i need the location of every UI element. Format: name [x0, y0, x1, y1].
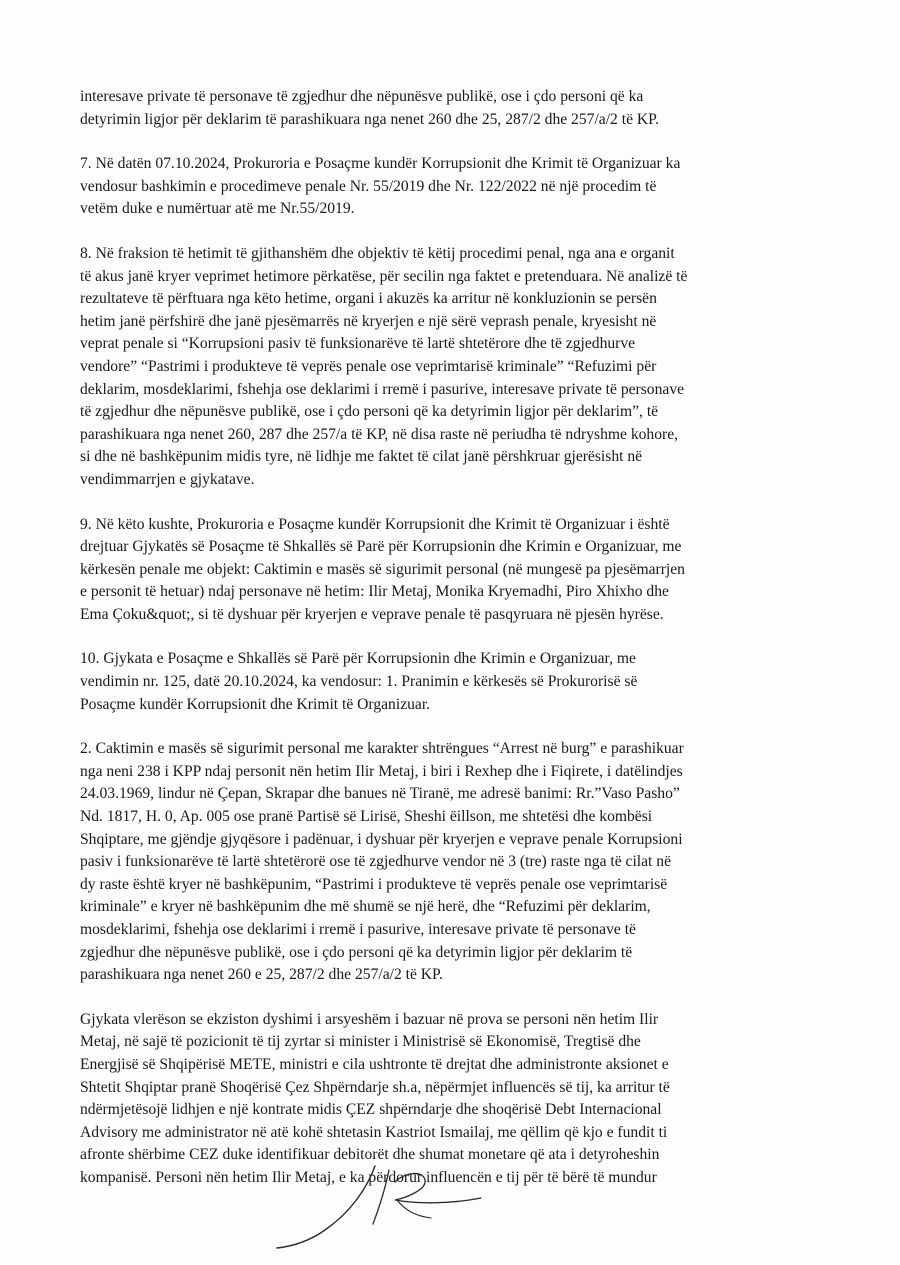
document-body	[80, 86, 824, 1212]
paragraph-9: 9. Në këto kushte, Prokuroria e Posaçme kundër Korrupsionit dhe Krimit të Organizuar i është drejtuar Gjykatës së Posaçme të Shkallës së Parë për Korrupsionin dhe Krimin e Organizuar, me kërkesën penale me objekt: Caktimin e masës së sigurimit personal (në mungesë pa pjesëmarrjen e personit të hetuar) ndaj personave në hetim: Ilir Metaj, Monika Kryemadhi, Piro Xhixho dhe Ema Çoku&quot;, si të dyshuar për kryerjen e veprave penale të pasqyruara në pjesën hyrëse.	[80, 515, 685, 623]
paragraph-court-assessment: Gjykata vlerëson se ekziston dyshimi i arsyeshëm i bazuar në prova se personi nën hetim Ilir Metaj, në sajë të pozicionit të tij zyrtar si minister i Ministrisë së Ekonomisë, Tregtisë dhe Energjisë së Shqipërisë METE, ministri e cila ushtronte të drejtat dhe administronte aksionet e Shtetit Shqiptar pranë Shoqërisë Çez Shpërndarje sh.a, nëpërmjet influencës së tij, ka arritur të ndërmjetësojë lidhjen e një kontrate midis ÇEZ shpërndarje dhe shoqërisë Debt Internacional Advisory me administrator në atë kohë shtetasin Kastriot Ismailaj, me qëllim që kjo e fundit ti afronte shërbime CEZ duke identifikuar debitorët dhe shumat monetare që ata i detyroheshin kompanisë. Personi nën hetim Ilir Metaj, e ka përdorur influencën e tij për të bërë të mundur	[80, 1010, 670, 1186]
handwritten-signature	[255, 1160, 495, 1250]
paragraph-2-decision: 2. Caktimin e masës së sigurimit personal me karakter shtrëngues “Arrest në burg” e parashikuar nga neni 238 i KPP ndaj personit nën hetim Ilir Metaj, i biri i Rexhep dhe i Fiqirete, i datëlindjes 24.03.1969, lindur në Çepan, Skrapar dhe banues në Tiranë, me adresë banimi: Rr.”Vaso Pasho” Nd. 1817, H. 0, Ap. 005 ose pranë Partisë së Lirisë, Sheshi ëillson, me shtetësi dhe kombësi Shqiptare, me gjëndje gjyqësore i padënuar, i dyshuar për kryerjen e veprave penale Korrupsioni pasiv i funksionarëve të lartë shtetërorë ose të zgjedhurve vendor në 3 (tre) raste nga të cilat në dy raste është kryer në bashkëpunim, “Pastrimi i produkteve të veprës penale ose veprimtarisë kriminale” e kryer në bashkëpunim dhe më shumë se një herë, dhe “Refuzimi për deklarim, mosdeklarimi, fshehja ose deklarimi i rremë i pasurive, interesave private të personave të zgjedhur dhe nëpunësve publikë, ose i çdo personi që ka detyrimin ligjor për deklarim të parashikuara nga nenet 260 e 25, 287/2 dhe 257/a/2 të KP.	[80, 740, 684, 984]
paragraph-7: 7. Në datën 07.10.2024, Prokuroria e Posaçme kundër Korrupsionit dhe Krimit të Organizuar ka vendosur bashkimin e procedimeve penale Nr. 55/2019 dhe Nr. 122/2022 në një procedim të vetëm duke e numërtuar atë me Nr.55/2019.	[80, 155, 681, 218]
paragraph-8: 8. Në fraksion të hetimit të gjithanshëm dhe objektiv të këtij procedimi penal, nga ana e organit të akus janë kryer veprimet hetimore përkatëse, për secilin nga faktet e pretenduara. Në analizë të rezultateve të përftuara nga këto hetime, organi i akuzës ka arritur në konkluzionin se persën hetim janë përfshirë dhe janë pjesëmarrës në kryerjen e një sërë veprash penale, kryesisht në veprat penale si “Korrupsioni pasiv të funksionarëve të lartë shtetërore dhe të zgjedhurve vendore” “Pastrimi i produkteve të veprës penale ose veprimtarisë kriminale” “Refuzimi për deklarim, mosdeklarimi, fshehja ose deklarimi i rremë i pasurive, interesave private të personave të zgjedhur dhe nëpunësve publikë, ose i çdo personi që ka detyrimin ligjor për deklarim”, të parashikuara nga nenet 260, 287 dhe 257/a të KP, në disa raste në periudha të ndryshme kohore, si dhe në bashkëpunim midis tyre, në lidhje me faktet të cilat janë përshkruar gjerësisht në vendimmarrjen e gjykatave.	[80, 244, 688, 488]
paragraph-10: 10. Gjykata e Posaçme e Shkallës së Parë për Korrupsionin dhe Krimin e Organizuar, me vendimin nr. 125, datë 20.10.2024, ka vendosur: 1. Pranimin e kërkesës së Prokurorisë së Posaçme kundër Korrupsionit dhe Krimit të Organizuar.	[80, 650, 638, 713]
paragraph-continuation: interesave private të personave të zgjedhur dhe nëpunësve publikë, ose i çdo personi që ka detyrimin ligjor për deklarim të parashikuara nga nenet 260 dhe 25, 287/2 dhe 257/a/2 të KP.	[80, 88, 659, 128]
